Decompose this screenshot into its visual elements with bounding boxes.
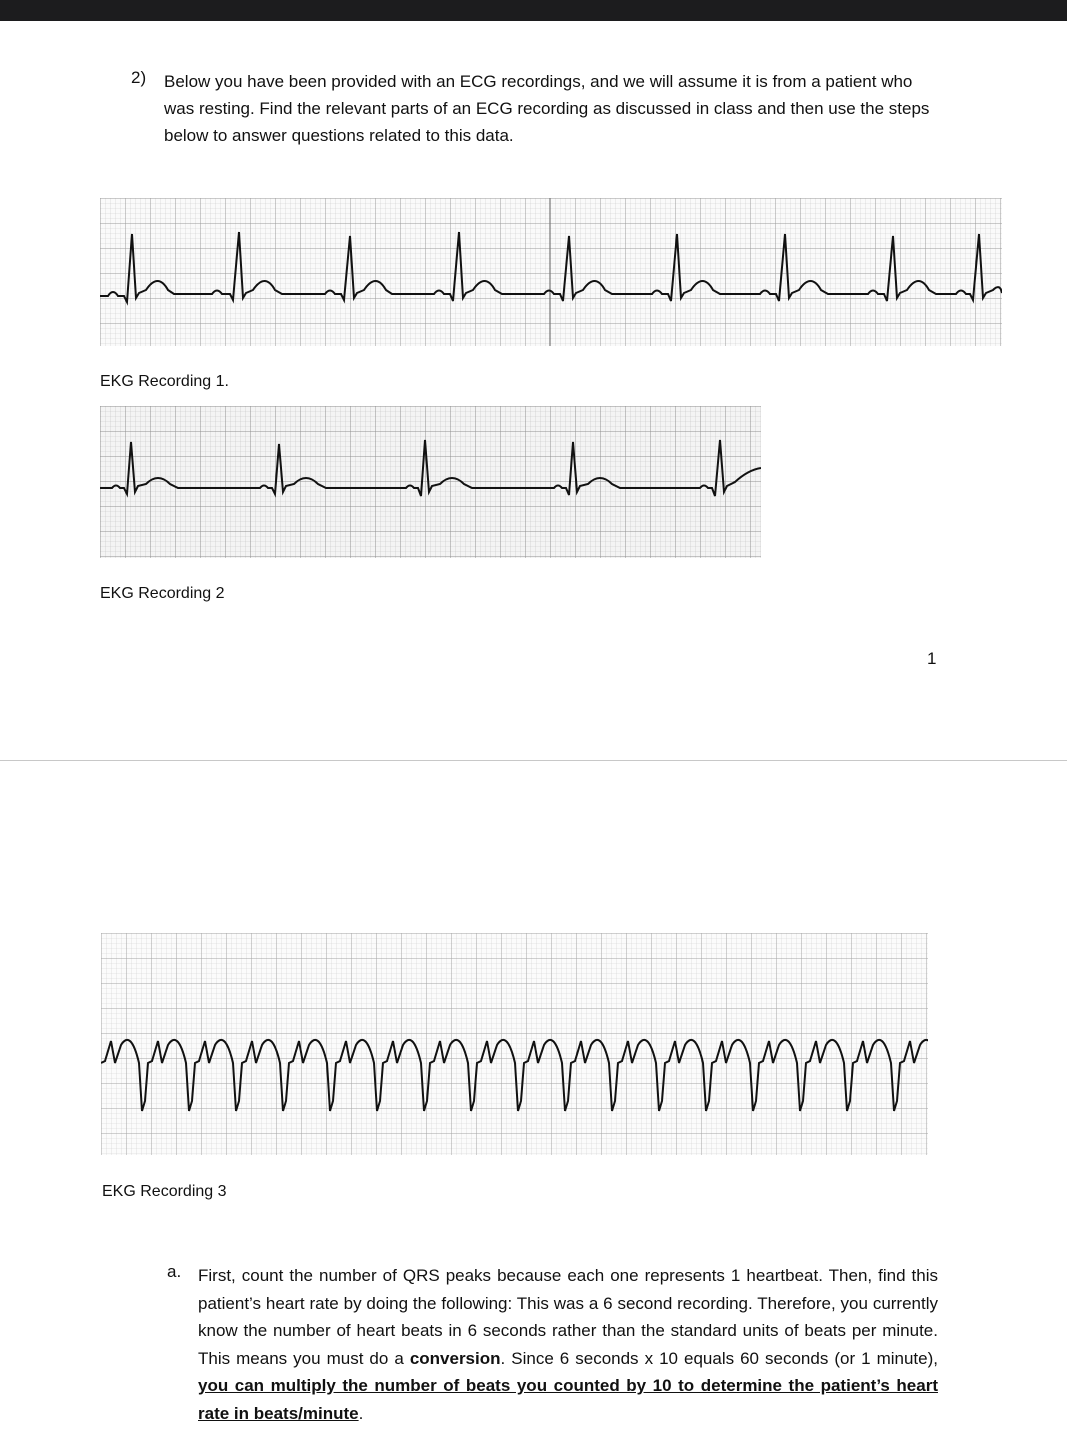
step-a-label: a. bbox=[167, 1262, 182, 1281]
conversion-term: conversion bbox=[409, 1348, 501, 1368]
underlined-instruction: you can multiply the number of beats you counted by 10 to determine the patient’s heart rate in beats/minute bbox=[198, 1376, 938, 1423]
caption-recording-1: EKG Recording 1. bbox=[100, 373, 229, 390]
page-number: 1 bbox=[927, 649, 937, 668]
ekg-recording-1 bbox=[100, 198, 1002, 346]
caption-recording-2: EKG Recording 2 bbox=[100, 585, 225, 602]
caption-recording-3: EKG Recording 3 bbox=[102, 1183, 227, 1200]
ekg-recording-3 bbox=[101, 933, 928, 1155]
top-bar bbox=[0, 0, 1067, 21]
question-number: 2) bbox=[131, 68, 147, 87]
step-a-text: First, count the number of QRS peaks because each one represents 1 heartbeat. Then, find this patient’s heart rate by doing the following: This was a 6 second recording. Therefore, you currently know the number of heart beats in 6 seconds rather than the standard units of beats per minute. This means you must do a conversion. Since 6 seconds x 10 equals 60 seconds (or 1 minute), you can multiply the number of beats you counted by 10 to determine the patient’s heart rate in beats/minute. bbox=[198, 1266, 938, 1423]
page-divider bbox=[0, 760, 1067, 761]
ekg-recording-2 bbox=[100, 406, 761, 558]
question-text: Below you have been provided with an ECG recordings, and we will assume it is from a patient who was resting. Find the relevant parts of an ECG recording as discussed in class and then use the steps below to answer questions related to this data. bbox=[164, 72, 930, 145]
